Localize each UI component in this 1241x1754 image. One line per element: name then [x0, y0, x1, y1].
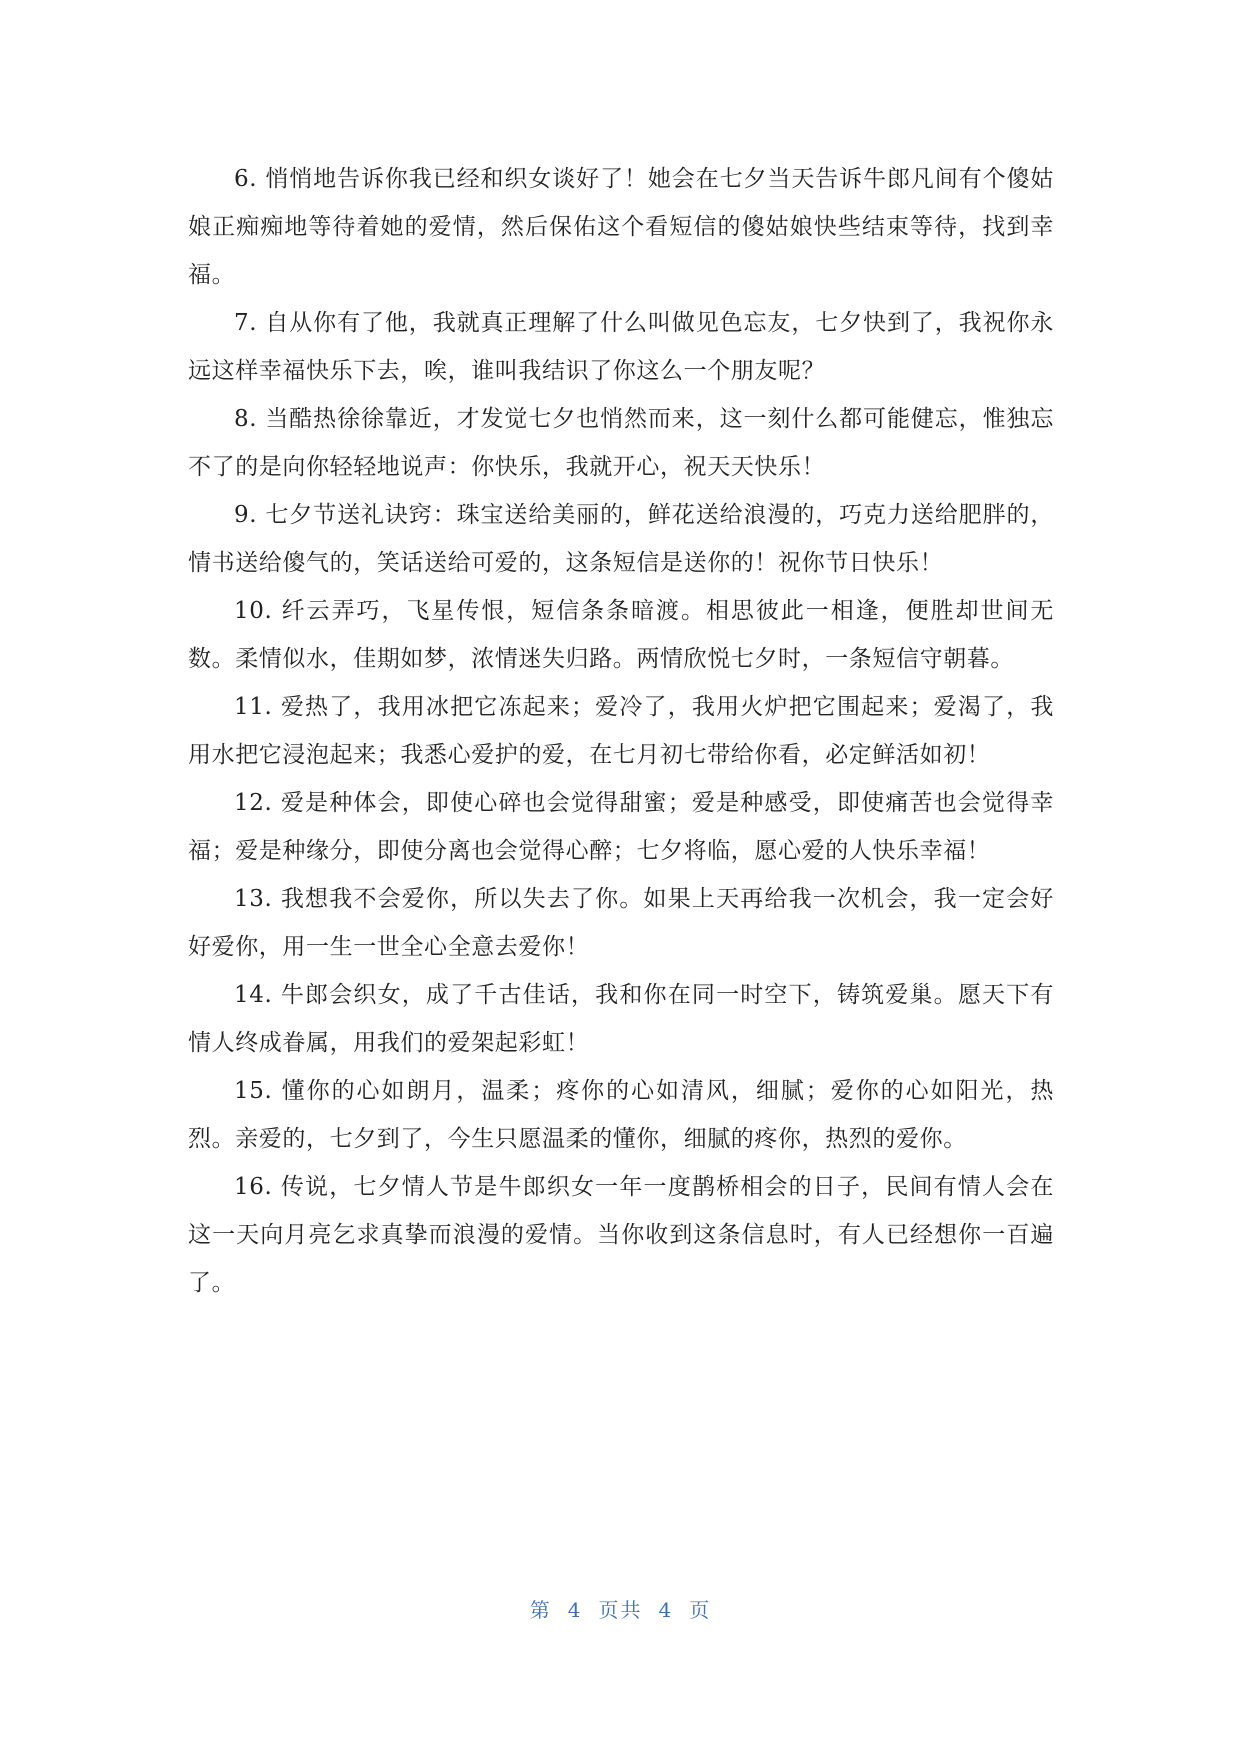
- paragraph-9: 9. 七夕节送礼诀窍：珠宝送给美丽的，鲜花送给浪漫的，巧克力送给肥胖的，情书送给傻气的，笑话送给可爱的，这条短信是送你的！祝你节日快乐！: [188, 502, 1054, 576]
- footer-middle: 页共: [598, 1598, 643, 1622]
- paragraph-7: 7. 自从你有了他，我就真正理解了什么叫做见色忘友，七夕快到了，我祝你永远这样幸福快乐下去，唉，谁叫我结识了你这么一个朋友呢？: [188, 310, 1054, 384]
- footer-total-pages: 4: [658, 1598, 674, 1622]
- paragraph-8: 8. 当酷热徐徐靠近，才发觉七夕也悄然而来，这一刻什么都可能健忘，惟独忘不了的是向你轻轻地说声：你快乐，我就开心，祝天天快乐！: [188, 406, 1054, 480]
- footer-prefix: 第: [529, 1598, 552, 1622]
- paragraph-10: 10. 纤云弄巧，飞星传恨，短信条条暗渡。相思彼此一相逢，便胜却世间无数。柔情似水，佳期如梦，浓情迷失归路。两情欣悦七夕时，一条短信守朝暮。: [188, 598, 1054, 672]
- paragraph-15: 15. 懂你的心如朗月，温柔；疼你的心如清风，细腻；爱你的心如阳光，热烈。亲爱的，七夕到了，今生只愿温柔的懂你，细腻的疼你，热烈的爱你。: [188, 1078, 1054, 1152]
- document-body: [188, 155, 1054, 1307]
- footer-current-page: 4: [567, 1598, 583, 1622]
- paragraph-14: 14. 牛郎会织女，成了千古佳话，我和你在同一时空下，铸筑爱巢。愿天下有情人终成眷属，用我们的爱架起彩虹！: [188, 982, 1054, 1056]
- paragraph-6: 6. 悄悄地告诉你我已经和织女谈好了！她会在七夕当天告诉牛郎凡间有个傻姑娘正痴痴地等待着她的爱情，然后保佑这个看短信的傻姑娘快些结束等待，找到幸福。: [188, 166, 1054, 288]
- paragraph-16: 16. 传说，七夕情人节是牛郎织女一年一度鹊桥相会的日子，民间有情人会在这一天向月亮乞求真挚而浪漫的爱情。当你收到这条信息时，有人已经想你一百遍了。: [188, 1174, 1054, 1296]
- footer-suffix: 页: [689, 1598, 712, 1622]
- paragraph-11: 11. 爱热了，我用冰把它冻起来；爱冷了，我用火炉把它围起来；爱渴了，我用水把它浸泡起来；我悉心爱护的爱，在七月初七带给你看，必定鲜活如初！: [188, 694, 1054, 768]
- page-footer: [0, 1594, 1241, 1623]
- paragraph-12: 12. 爱是种体会，即使心碎也会觉得甜蜜；爱是种感受，即使痛苦也会觉得幸福；爱是种缘分，即使分离也会觉得心醉；七夕将临，愿心爱的人快乐幸福！: [188, 790, 1054, 864]
- paragraph-13: 13. 我想我不会爱你，所以失去了你。如果上天再给我一次机会，我一定会好好爱你，用一生一世全心全意去爱你！: [188, 886, 1054, 960]
